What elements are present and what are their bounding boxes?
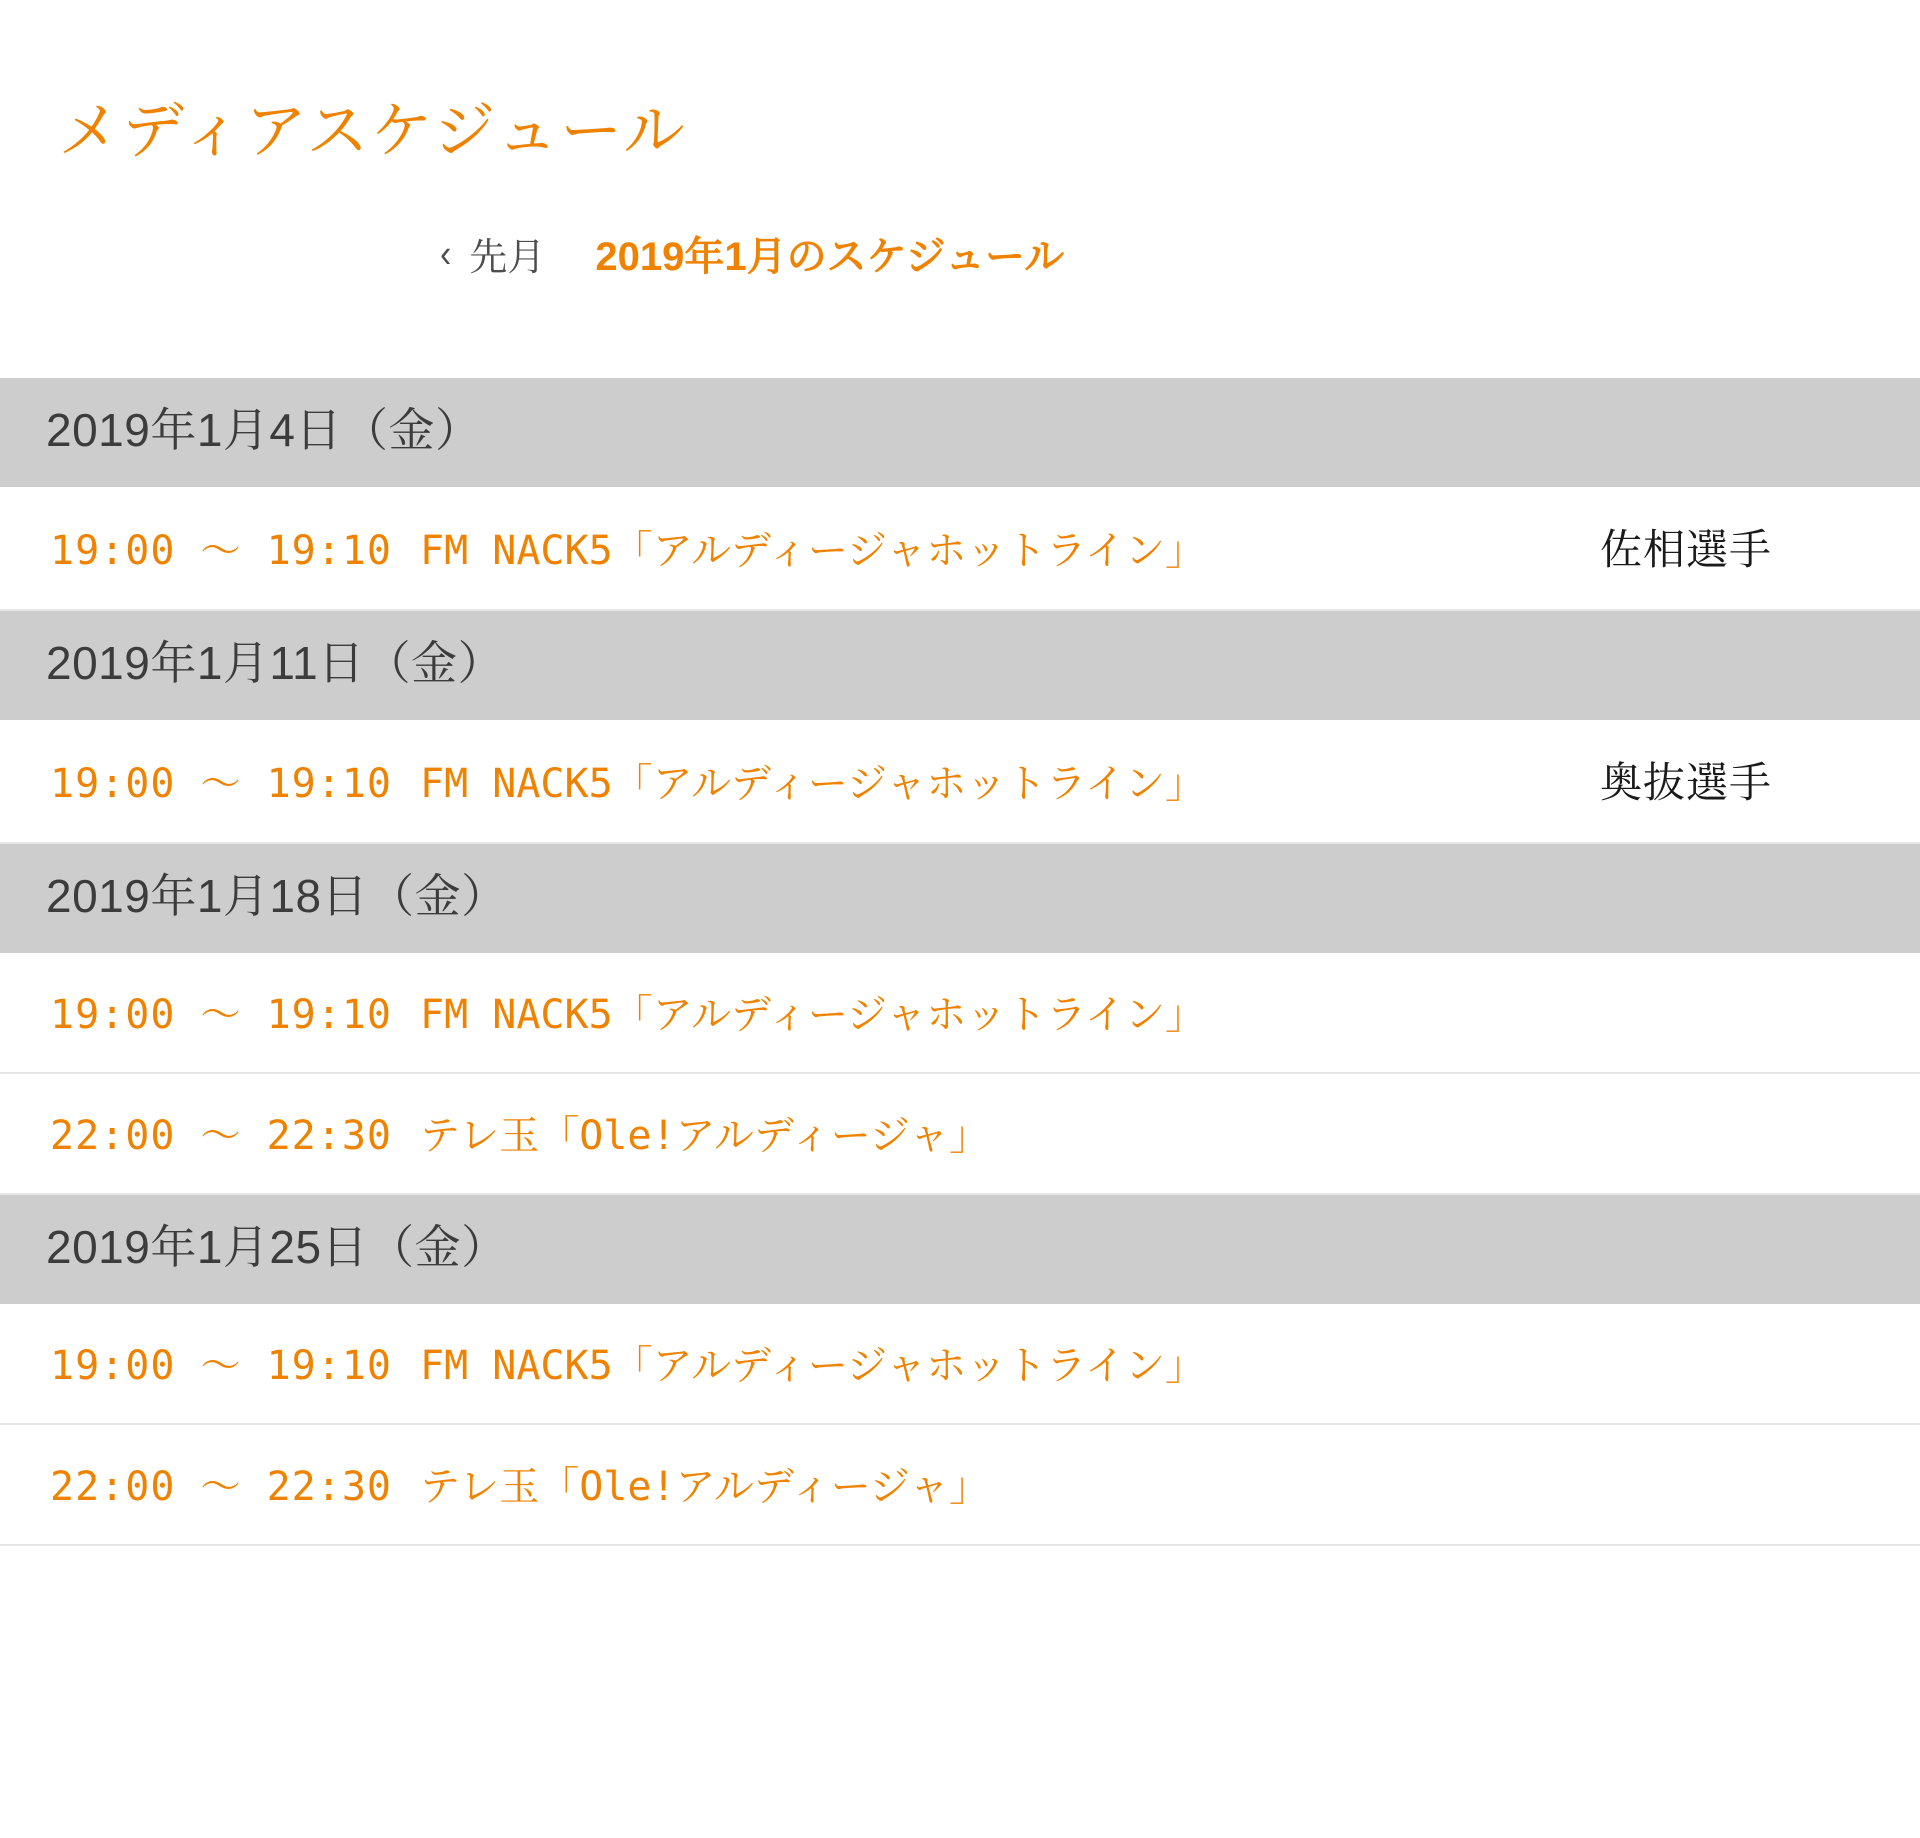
entry-time: 19:00 〜 19:10 (50, 527, 392, 574)
schedule-row[interactable] (0, 1425, 1920, 1546)
current-month-label: 2019年1月のスケジュール (595, 235, 1065, 280)
entry-note: 佐相選手 (1600, 526, 1773, 574)
prev-month-label: 先月 (469, 237, 546, 280)
prev-month-button[interactable] (440, 226, 545, 281)
date-header: 2019年1月11日（金） (0, 611, 1920, 720)
entry-time: 22:00 〜 22:30 (50, 1463, 392, 1510)
entry-program: FM NACK5「アルディージャホットライン」 (420, 527, 1206, 574)
entry-program: FM NACK5「アルディージャホットライン」 (420, 760, 1206, 807)
date-header: 2019年1月4日（金） (0, 378, 1920, 487)
entry-program: テレ玉「Ole!アルディージャ」 (420, 1112, 990, 1159)
schedule-row[interactable] (0, 720, 1920, 844)
entry-time: 19:00 〜 19:10 (50, 1342, 392, 1389)
chevron-left-icon: ‹ (440, 231, 452, 276)
schedule-list (0, 378, 1920, 1546)
month-navigation (440, 167, 1920, 282)
date-header: 2019年1月18日（金） (0, 844, 1920, 953)
date-header: 2019年1月25日（金） (0, 1195, 1920, 1304)
entry-program: FM NACK5「アルディージャホットライン」 (420, 1342, 1206, 1389)
page-title: メディアスケジュール (58, 97, 687, 166)
entry-time: 22:00 〜 22:30 (50, 1112, 392, 1159)
entry-time: 19:00 〜 19:10 (50, 760, 392, 807)
schedule-row[interactable] (0, 487, 1920, 611)
entry-program: テレ玉「Ole!アルディージャ」 (420, 1463, 990, 1510)
entry-note: 奥抜選手 (1600, 759, 1773, 807)
entry-program: FM NACK5「アルディージャホットライン」 (420, 991, 1206, 1038)
schedule-row[interactable] (0, 1074, 1920, 1195)
schedule-row[interactable] (0, 1304, 1920, 1425)
entry-time: 19:00 〜 19:10 (50, 991, 392, 1038)
schedule-row[interactable] (0, 953, 1920, 1074)
